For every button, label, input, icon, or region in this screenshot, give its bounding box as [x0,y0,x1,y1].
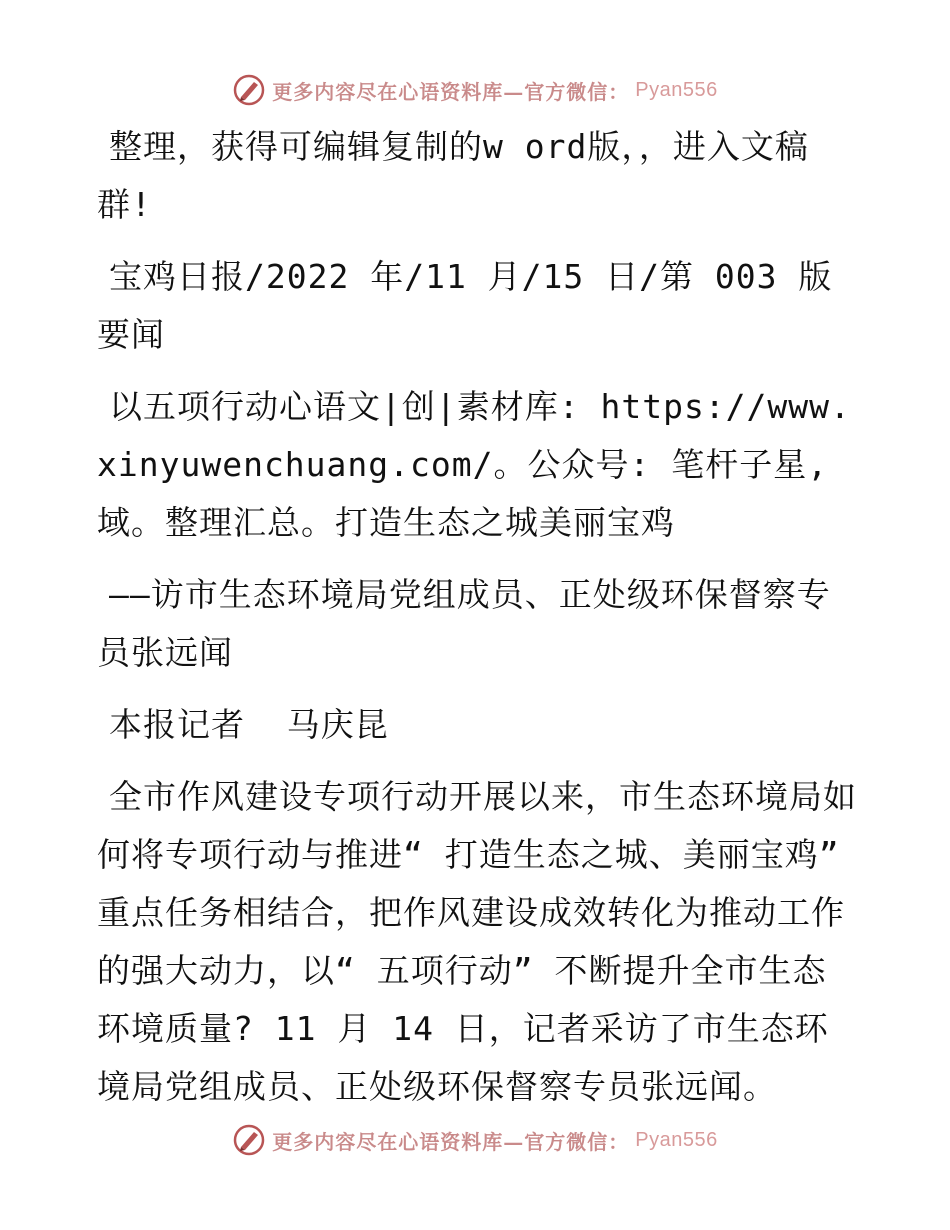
footer-watermark [0,1120,950,1160]
header-watermark-text: 更多内容尽在心语资料库—官方微信： [272,79,630,104]
footer-watermark-id: Pyan556 [635,1128,718,1151]
header-watermark-id: Pyan556 [635,78,718,101]
paragraph-subtitle: ——访市生态环境局党组成员、正处级环保督察专员张远闻 [97,575,831,672]
header-watermark [0,70,950,110]
paragraph-title: 以五项行动心语文|创|素材库: https://www.xinyuwenchuang.com/。公众号: 笔杆子星,域。整理汇总。打造生态之城美丽宝鸡 [97,387,851,542]
paragraph-byline: 本报记者 马庆昆 [109,705,389,744]
paragraph-body: 全市作风建设专项行动开展以来，市生态环境局如何将专项行动与推进“ 打造生态之城、美丽宝鸡” 重点任务相结合，把作风建设成效转化为推动工作的强大动力，以“ 五项行动” 不断提升全市生态环境质量? 11 月 14 日，记者采访了市生态环境局党组成员、正处级环保督察专员张远闻。 [97,777,861,1106]
pen-logo-icon [232,1123,266,1157]
footer-watermark-text: 更多内容尽在心语资料库—官方微信： [272,1129,630,1154]
paragraph-intro: 整理，获得可编辑复制的w ord版，，进入文稿群! [97,127,809,224]
paragraph-source: 宝鸡日报/2022 年/11 月/15 日/第 003 版要闻 [97,257,833,354]
pen-logo-icon [232,73,266,107]
document-body [97,118,861,1130]
